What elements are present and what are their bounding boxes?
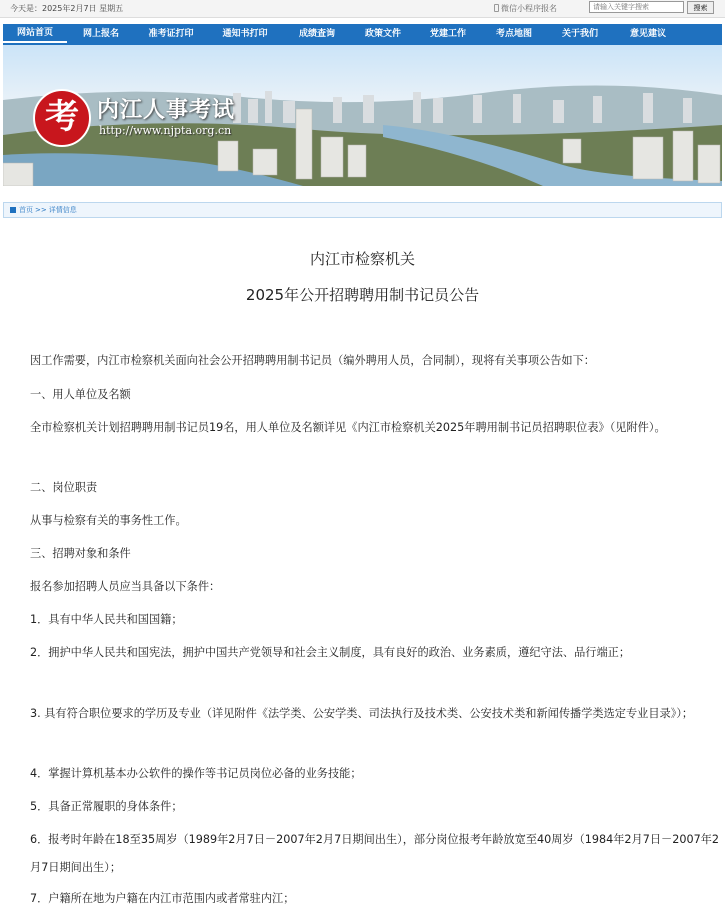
site-url: http://www.njpta.org.cn: [99, 124, 232, 137]
header-banner: [3, 45, 722, 186]
logo-glyph: 考: [45, 97, 79, 137]
article-paragraph: 4．掌握计算机基本办公软件的操作等书记员岗位必备的业务技能；: [30, 767, 362, 780]
article-paragraph: 一、用人单位及名额: [30, 388, 131, 401]
nav-feedback[interactable]: 意见建议: [629, 29, 666, 39]
article-paragraph: 从事与检察有关的事务性工作。: [30, 514, 187, 527]
article-paragraph: 全市检察机关计划招聘聘用制书记员19名，用人单位及名额详见《内江市检察机关2025年聘用制书记员招聘职位表》（见附件）。: [30, 421, 666, 434]
nav-exam-map[interactable]: 考点地图: [495, 29, 532, 39]
nav-notice-print[interactable]: 通知书打印: [222, 29, 268, 39]
nav-home[interactable]: 网站首页: [3, 24, 67, 43]
article-paragraph: 二、岗位职责: [30, 481, 98, 494]
article-title-line1: 内江市检察机关: [309, 250, 415, 268]
article-paragraph: 因工作需要，内江市检察机关面向社会公开招聘聘用制书记员（编外聘用人员，合同制），现将有关事项公告如下：: [30, 354, 595, 367]
home-icon: [10, 207, 16, 213]
miniprogram-label: 微信小程序报名: [501, 4, 557, 13]
breadcrumb-current: 详情信息: [48, 206, 77, 214]
article-paragraph: 1．具有中华人民共和国国籍；: [30, 613, 183, 626]
search-input[interactable]: [589, 1, 684, 13]
breadcrumb-home[interactable]: 首页: [19, 206, 33, 214]
article-paragraph: 2．拥护中华人民共和国宪法，拥护中国共产党领导和社会主义制度，具有良好的政治、业务素质，遵纪守法、品行端正；: [30, 646, 631, 659]
nav-about[interactable]: 关于我们: [561, 29, 598, 39]
article-title-line2: 2025年公开招聘聘用制书记员公告: [245, 286, 480, 304]
article-paragraph: 5．具备正常履职的身体条件；: [30, 800, 183, 813]
breadcrumb: [3, 202, 722, 218]
nav-score-query[interactable]: 成绩查询: [298, 29, 335, 39]
search-button[interactable]: 搜索: [687, 1, 714, 14]
nav-party[interactable]: 党建工作: [429, 29, 466, 39]
nav-policy[interactable]: 政策文件: [364, 29, 401, 39]
article-paragraph: 3. 具有符合职位要求的学历及专业（详见附件《法学类、公安学类、司法执行及技术类、公安技术类和新闻传播学类选定专业目录》）；: [30, 707, 694, 720]
current-date: 今天是：2025年2月7日 星期五: [10, 4, 124, 13]
article-paragraph: 6．报考时年龄在18至35周岁（1989年2月7日－2007年2月7日期间出生），部分岗位报考年龄放宽至40周岁（1984年2月7日－2007年2月7日期间出生）；: [30, 833, 719, 874]
site-logo[interactable]: [33, 89, 91, 147]
breadcrumb-separator: >>: [35, 206, 47, 214]
top-bar: [0, 0, 725, 18]
miniprogram-link[interactable]: [494, 3, 557, 14]
article-paragraph: 三、招聘对象和条件: [30, 547, 131, 560]
article-paragraph: 7．户籍所在地为户籍在内江市范围内或者常驻内江；: [30, 892, 295, 905]
phone-icon: [494, 4, 499, 12]
nav-online-signup[interactable]: 网上报名: [82, 29, 119, 39]
main-nav: [3, 24, 722, 45]
nav-admit-card[interactable]: 准考证打印: [148, 29, 194, 39]
article-paragraph: 报名参加招聘人员应当具备以下条件：: [30, 580, 221, 593]
site-name: 内江人事考试: [97, 97, 236, 123]
